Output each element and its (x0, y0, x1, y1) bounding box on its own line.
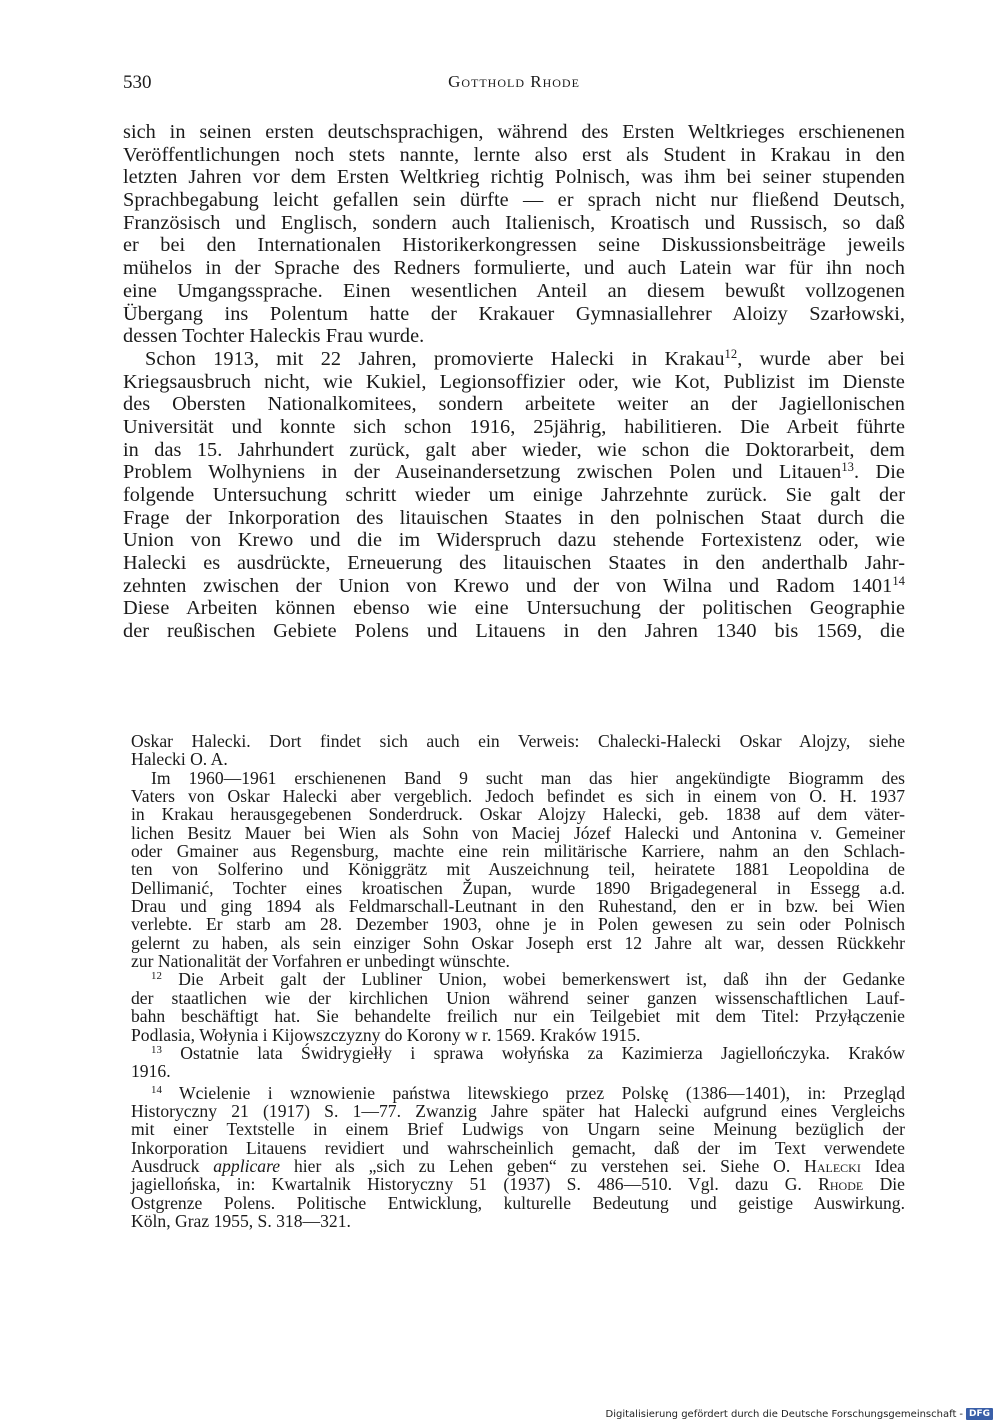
footnote-line (131, 1175, 905, 1193)
body-line: dessen Tochter Haleckis Frau wurde. (123, 325, 425, 348)
credit-text: Digitalisierung gefördert durch die Deutsche Forschungsgemeinschaft (605, 1408, 957, 1420)
footnote-line: zur Nationalität der Vorfahren er unbedingt wünschte. (131, 951, 510, 972)
footnote-line: bahn beschäftigt hat. Sie behandelte freilich nur ein Teilgebiet mit dem Titel: Przyłączenie (131, 1006, 905, 1027)
body-line: Halecki es ausdrückte, Erneuerung des litauischen Staates in den anderthalb Jahr- (123, 552, 905, 575)
footnote-text: Ostatnie lata Świdrygiełły i sprawa wołyńska za Kazimierza Jagiellończyka. Kraków (180, 1042, 905, 1063)
footnote-line: mit einer Textstelle in einem Brief Ludwigs von Ungarn seine Meinung bezüglich der (131, 1119, 905, 1140)
body-line (123, 348, 905, 371)
body-line: Sprachbegabung leicht gefallen sein dürfte — er sprach nicht nur fließend Deutsch, (123, 189, 905, 212)
body-line: Diese Arbeiten können ebenso wie eine Untersuchung der politischen Geographie (123, 597, 905, 620)
footnote-line: lichen Besitz Mauer bei Wien als Sohn von Maciej Józef Halecki und Antonina v. Gemeiner (131, 822, 905, 843)
body-line: Frage der Inkorporation des litauischen Staates in den polnischen Staat durch die (123, 506, 905, 529)
footnote-line: Im 1960—1961 erschienenen Band 9 sucht man das hier angekündigte Biogramm des (151, 767, 905, 788)
footnote-ref: 12 (724, 346, 738, 361)
body-line-text: . Die (854, 461, 905, 484)
body-line: letzten Jahren vor dem Ersten Weltkrieg richtig Polnisch, was ihm bei seiner stupenden (123, 166, 905, 189)
credit-separator: - (959, 1408, 963, 1420)
body-line: in das 15. Jahrhundert zurück, galt aber wieder, wie schon die Doktorarbeit, dem (123, 438, 905, 461)
footnote-number: 13 (151, 1043, 162, 1056)
footnote-line: ten von Solferino und Königgrätz mit Auszeichnung teil, heiratete 1881 Leopoldina de (131, 859, 905, 880)
body-line-text: Schon 1913, mit 22 Jahren, promovierte Halecki in Krakau (145, 347, 725, 370)
footnote-line: Ostgrenze Polens. Politische Entwicklung, kulturelle Bedeutung und geistige Auswirkung. (131, 1192, 905, 1213)
footnote-line (131, 1157, 905, 1175)
footnote-text: Die Arbeit galt der Lubliner Union, wobei bemerkenswert ist, daß ihn der Gedanke (178, 969, 905, 990)
footnote-ref: 13 (841, 460, 854, 475)
footnote-13 (131, 1044, 905, 1062)
footnote-number: 12 (151, 970, 162, 983)
footnote-line: Drau und ging 1894 als Feldmarschall-Leutnant in den Ruhestand, den er in bzw. bei Wien (131, 896, 905, 917)
body-line-text: , wurde aber bei (737, 347, 905, 370)
body-line: Union von Krewo und die im Widerspruch dazu stehende Fortexistenz oder, wie (123, 529, 905, 552)
footnote-line: 1916. (131, 1061, 171, 1082)
footnote-line: in Krakau herausgegebenen Sonderdruck. Oskar Alojzy Halecki, geb. 1838 auf dem väter- (131, 804, 905, 825)
footnote-text: Wcielenie i wznowienie państwa litewskiego przez Polskę (1386—1401), in: Przegląd (179, 1082, 905, 1103)
footnote-line: Köln, Graz 1955, S. 318—321. (131, 1210, 351, 1231)
body-line (123, 575, 905, 598)
footnote-line: Dellimanić, Tochter eines kroatischen Župan, wurde 1890 Brigadegeneral in Essegg a.d. (131, 877, 905, 898)
footnote-text: Idea (874, 1155, 905, 1176)
body-line: der reußischen Gebiete Polens und Litauens in den Jahren 1340 bis 1569, die (123, 620, 905, 643)
body-line: eine Umgangssprache. Einen wesentlichen Anteil an diesem bewußt vollzogenen (123, 279, 905, 302)
body-line: Kriegsausbruch nicht, wie Kukiel, Legionsoffizier oder, wie Kot, Publizist im Dienste (123, 370, 905, 393)
page-number: 530 (123, 72, 152, 93)
digitization-credit (606, 1406, 993, 1422)
footnote-line: Oskar Halecki. Dort findet sich auch ein Verweis: Chalecki-Halecki Oskar Alojzy, siehe (131, 731, 905, 751)
footnote-ref: 14 (892, 573, 905, 588)
footnote-line: verlebte. Er starb am 28. Dezember 1903, ohne je in Polen gewesen zu sein oder Polnisch (131, 914, 905, 935)
footnote-text: Ausdruck (131, 1155, 200, 1176)
footnote-line: Halecki O. A. (131, 749, 228, 770)
body-line: Übergang ins Polentum hatte der Krakauer Gymnasiallehrer Aloizy Szarłowski, (123, 302, 905, 325)
footnote-text: hier als „sich zu Lehen geben“ zu verstehen sei. Siehe O. (293, 1155, 791, 1176)
body-line (123, 461, 905, 484)
footnote-text: jagiellońska, in: Kwartalnik Historyczny 51 (1937) S. 486—510. Vgl. dazu G. (131, 1174, 802, 1195)
body-line: sich in seinen ersten deutschsprachigen, während des Ersten Weltkrieges erschienenen (123, 121, 905, 143)
footnote-line: Vaters von Oskar Halecki aber vergeblich. Jedoch befindet es sich in einem von O. H. 1937 (131, 786, 905, 807)
body-line-text: Problem Wolhyniens in der Auseinandersetzung zwischen Polen und Litauen (123, 461, 842, 484)
footnotes (131, 732, 905, 1230)
body-line: mühelos in der Sprache des Redners formulierte, und auch Latein war für ihn noch (123, 257, 905, 280)
running-head (123, 72, 905, 100)
running-title: Gotthold Rhode (448, 72, 580, 91)
footnote-line: oder Gmainer aus Regensburg, machte eine rein militärische Karriere, nahm an den Schlach- (131, 841, 905, 862)
footnote-12 (131, 970, 905, 988)
main-body-text (123, 121, 905, 643)
body-line-text: zehnten zwischen der Union von Krewo und der von Wilna und Radom 1401 (123, 574, 893, 597)
body-line: folgende Untersuchung schritt wieder um einige Jahrzehnte zurück. Sie galt der (123, 484, 905, 506)
footnote-line: Historyczny 21 (1917) S. 1—77. Zwanzig Jahre später hat Halecki aufgrund eines Vergleichs (131, 1100, 905, 1121)
author-name: Rhode (818, 1174, 864, 1195)
body-line: des Obersten Nationalkomitees, sondern arbeitete weiter an der Jagiellonischen (123, 393, 905, 416)
footnote-line: Inkorporation Litauens revidiert und wahrscheinlich gemacht, daß der im Text verwendete (131, 1137, 905, 1158)
body-line: Französisch und Englisch, sondern auch Italienisch, Kroatisch und Russisch, so daß (123, 211, 905, 234)
footnote-text: Die (879, 1174, 905, 1195)
footnote-14 (131, 1084, 905, 1102)
footnote-number: 14 (151, 1083, 162, 1096)
italic-term: applicare (213, 1155, 281, 1176)
footnote-line: gelernt zu haben, als sein einziger Sohn Oskar Joseph erst 12 Jahre alt war, dessen Rückkehr (131, 932, 905, 953)
body-line: Universität und konnte sich schon 1916, 25jährig, habilitieren. Die Arbeit führte (123, 415, 905, 438)
author-name: Halecki (804, 1155, 861, 1176)
body-line: Veröffentlichungen noch stets nannte, lernte also erst als Student in Krakau in den (123, 143, 905, 166)
body-line: er bei den Internationalen Historikerkongressen seine Diskussionsbeiträge jeweils (123, 234, 905, 257)
footnote-line: Podlasia, Wołynia i Kijowszczyzny do Korony w r. 1569. Kraków 1915. (131, 1024, 641, 1045)
dfg-logo-icon: DFG (966, 1408, 993, 1420)
footnote-line: der staatlichen wie der kirchlichen Union während seiner ganzen wissenschaftlichen Lauf- (131, 987, 905, 1008)
